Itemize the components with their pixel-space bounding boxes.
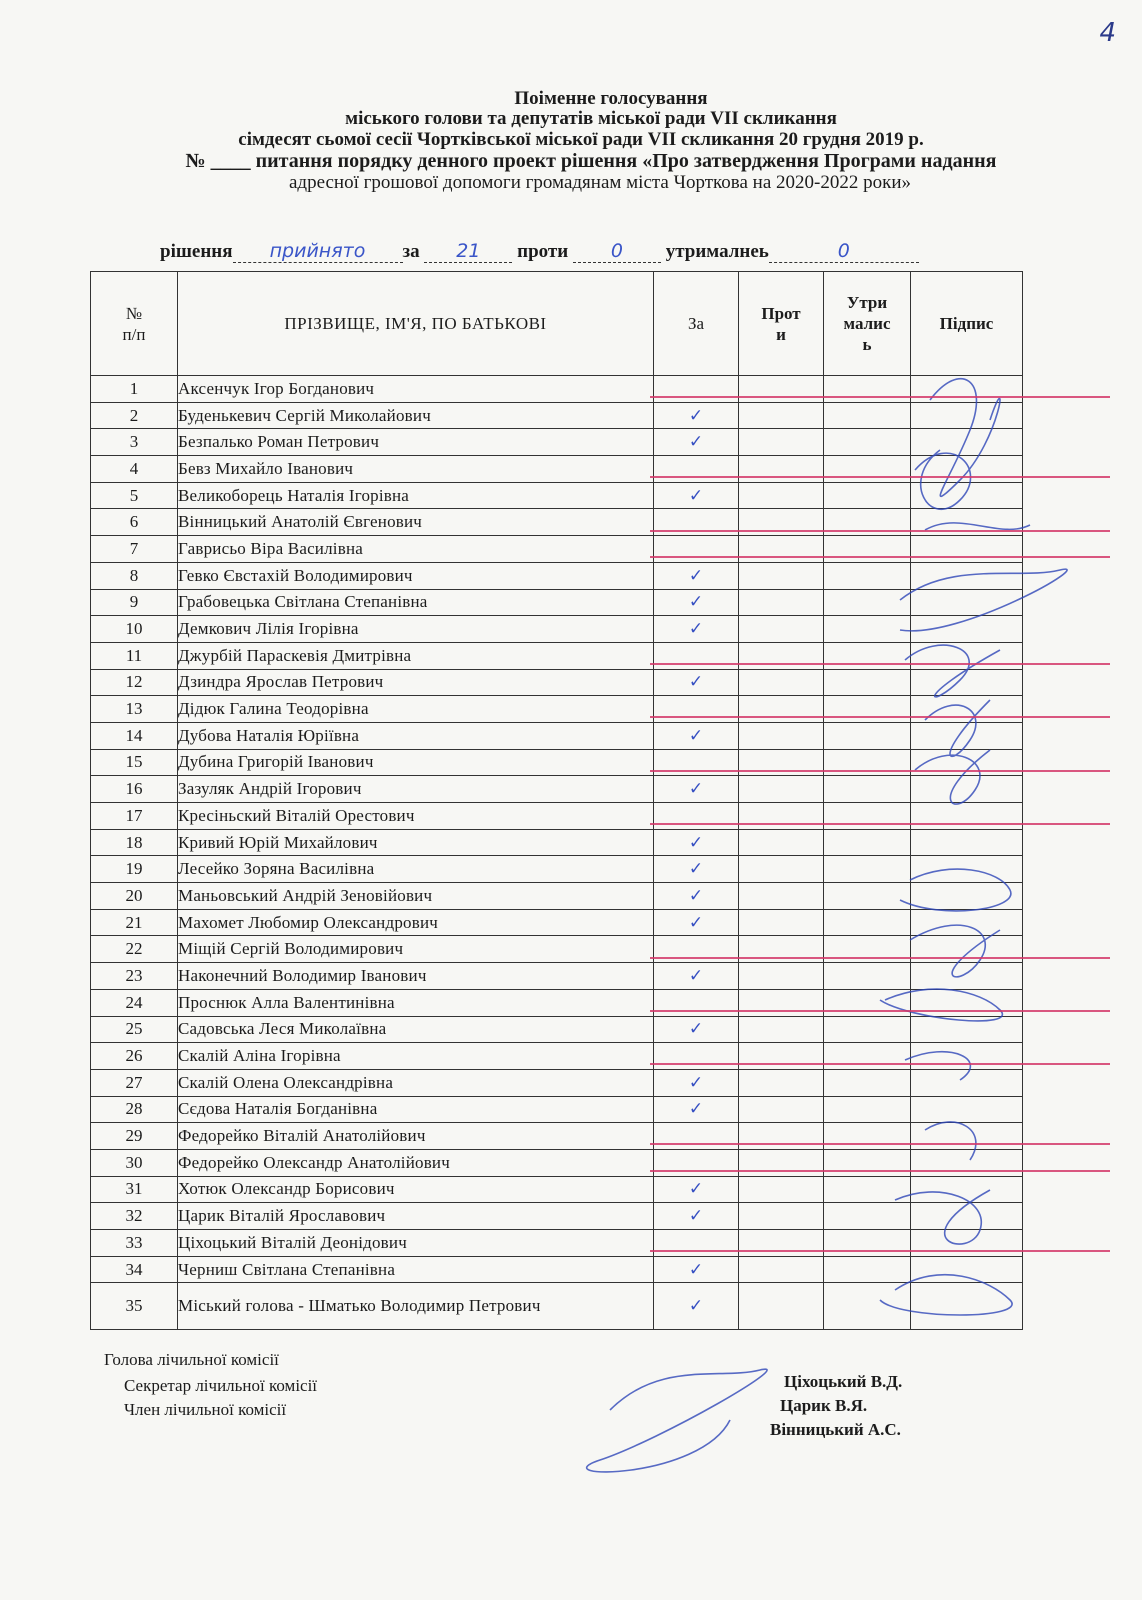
- row-number: 21: [91, 909, 178, 936]
- col-header-num: № п/п: [91, 272, 178, 376]
- vote-against: [739, 1069, 824, 1096]
- row-number: 33: [91, 1230, 178, 1257]
- row-number: 14: [91, 722, 178, 749]
- row-number: 23: [91, 963, 178, 990]
- table-row: [91, 1203, 1023, 1230]
- table-row: [91, 722, 1023, 749]
- header-line-3: сімдесят сьомої сесії Чортківської міської ради VII скликання 20 грудня 2019 р.: [238, 129, 924, 150]
- vote-abstain: [824, 482, 911, 509]
- vote-abstain: [824, 1283, 911, 1330]
- vote-abstain: [824, 1176, 911, 1203]
- strike-line: [650, 716, 1110, 718]
- table-row: [91, 429, 1023, 456]
- row-number: 19: [91, 856, 178, 883]
- chair-label: Голова лічильної комісії: [104, 1350, 279, 1369]
- member-name: Черниш Світлана Степанівна: [178, 1256, 654, 1283]
- vote-for: ✓: [654, 1283, 739, 1330]
- table-row: [91, 562, 1023, 589]
- row-number: 15: [91, 749, 178, 776]
- abstain-label: утрималнеь: [665, 241, 769, 262]
- member-name: Кресіньский Віталій Орестович: [178, 803, 654, 830]
- row-number: 24: [91, 989, 178, 1016]
- vote-against: [739, 829, 824, 856]
- decision-value: прийнято: [233, 240, 403, 263]
- abstain-count: 0: [769, 240, 919, 263]
- row-number: 32: [91, 1203, 178, 1230]
- strike-line: [650, 1010, 1110, 1012]
- signature-cell: [911, 722, 1023, 749]
- strike-line: [650, 1170, 1110, 1172]
- vote-against: [739, 776, 824, 803]
- signature-cell: [911, 776, 1023, 803]
- member-name: Джурбій Параскевія Дмитрівна: [178, 642, 654, 669]
- vote-for: ✓: [654, 776, 739, 803]
- table-row: [91, 482, 1023, 509]
- signature-cell: [911, 883, 1023, 910]
- member-name: Дідюк Галина Теодорівна: [178, 696, 654, 723]
- row-number: 6: [91, 509, 178, 536]
- vote-abstain: [824, 562, 911, 589]
- vote-abstain: [824, 909, 911, 936]
- row-number: 7: [91, 536, 178, 563]
- row-number: 22: [91, 936, 178, 963]
- row-number: 3: [91, 429, 178, 456]
- row-number: 25: [91, 1016, 178, 1043]
- table-row: [91, 402, 1023, 429]
- vote-abstain: [824, 829, 911, 856]
- strike-line: [650, 1250, 1110, 1252]
- vote-for: ✓: [654, 856, 739, 883]
- strike-line: [650, 530, 1110, 532]
- vote-abstain: [824, 1203, 911, 1230]
- signature-cell: [911, 589, 1023, 616]
- vote-against: [739, 963, 824, 990]
- vote-abstain: [824, 883, 911, 910]
- row-number: 11: [91, 642, 178, 669]
- signature-cell: [911, 856, 1023, 883]
- member-label: Член лічильної комісії: [124, 1400, 287, 1419]
- table-row: [91, 1069, 1023, 1096]
- vote-against: [739, 429, 824, 456]
- signature-cell: [911, 402, 1023, 429]
- strike-line: [650, 823, 1110, 825]
- row-number: 17: [91, 803, 178, 830]
- vote-against: [739, 1256, 824, 1283]
- member-name: Царик Віталій Ярославович: [178, 1203, 654, 1230]
- member-name: Безпалько Роман Петрович: [178, 429, 654, 456]
- vote-abstain: [824, 429, 911, 456]
- member-name: Гаврисьо Віра Василівна: [178, 536, 654, 563]
- member-name: Гевко Євстахій Володимирович: [178, 562, 654, 589]
- row-number: 20: [91, 883, 178, 910]
- row-number: 2: [91, 402, 178, 429]
- vote-for: ✓: [654, 1069, 739, 1096]
- vote-abstain: [824, 1096, 911, 1123]
- page-number: 4: [1099, 18, 1116, 48]
- strike-line: [650, 556, 1110, 558]
- col-header-name: ПРІЗВИЩЕ, ІМ'Я, ПО БАТЬКОВІ: [178, 272, 654, 376]
- table-row: [91, 1283, 1023, 1330]
- table-row: [91, 1256, 1023, 1283]
- signature-cell: [911, 429, 1023, 456]
- table-row: [91, 856, 1023, 883]
- col-header-against: Прот и: [739, 272, 824, 376]
- vote-abstain: [824, 776, 911, 803]
- member-name: Демкович Лілія Ігорівна: [178, 616, 654, 643]
- vote-for: ✓: [654, 589, 739, 616]
- vote-for: ✓: [654, 616, 739, 643]
- table-row: [91, 963, 1023, 990]
- header-line-5: адресної грошової допомоги громадянам міста Чорткова на 2020-2022 роки»: [288, 172, 912, 193]
- vote-for: ✓: [654, 829, 739, 856]
- vote-for: ✓: [654, 1203, 739, 1230]
- vote-abstain: [824, 1016, 911, 1043]
- vote-against: [739, 1016, 824, 1043]
- vote-abstain: [824, 963, 911, 990]
- vote-against: [739, 1203, 824, 1230]
- row-number: 10: [91, 616, 178, 643]
- vote-for: ✓: [654, 1176, 739, 1203]
- signature-cell: [911, 1016, 1023, 1043]
- col-header-for: За: [654, 272, 739, 376]
- member-name: Сєдова Наталія Богданівна: [178, 1096, 654, 1123]
- member-name: Зазуляк Андрій Ігорович: [178, 776, 654, 803]
- member-name: Маньовський Андрій Зеновійович: [178, 883, 654, 910]
- vote-abstain: [824, 1256, 911, 1283]
- member-name: Бевз Михайло Іванович: [178, 456, 654, 483]
- member-name: Лесейко Зоряна Василівна: [178, 856, 654, 883]
- table-row: [91, 776, 1023, 803]
- vote-against: [739, 482, 824, 509]
- table-row: [91, 589, 1023, 616]
- vote-for: ✓: [654, 562, 739, 589]
- vote-abstain: [824, 402, 911, 429]
- strike-line: [650, 957, 1110, 959]
- vote-against: [739, 722, 824, 749]
- decision-label: рішення: [160, 241, 233, 262]
- vote-for: ✓: [654, 963, 739, 990]
- strike-line: [650, 396, 1110, 398]
- member-name: Великоборець Наталія Ігорівна: [178, 482, 654, 509]
- row-number: 12: [91, 669, 178, 696]
- against-count: 0: [573, 240, 661, 263]
- row-number: 26: [91, 1043, 178, 1070]
- chair-name: Ціхоцький В.Д.: [784, 1372, 903, 1391]
- vote-abstain: [824, 856, 911, 883]
- member-name: Махомет Любомир Олександрович: [178, 909, 654, 936]
- member-name: Аксенчук Ігор Богданович: [178, 376, 654, 403]
- row-number: 35: [91, 1283, 178, 1330]
- vote-against: [739, 856, 824, 883]
- table-header-row: [91, 272, 1023, 376]
- signature-cell: [911, 1096, 1023, 1123]
- table-row: [91, 669, 1023, 696]
- row-number: 27: [91, 1069, 178, 1096]
- row-number: 18: [91, 829, 178, 856]
- row-number: 4: [91, 456, 178, 483]
- table-row: [91, 1176, 1023, 1203]
- vote-against: [739, 589, 824, 616]
- header-line-2: міського голови та депутатів міської ради VII скликання: [345, 108, 837, 129]
- member-name: Буденькевич Сергій Миколайович: [178, 402, 654, 429]
- vote-abstain: [824, 589, 911, 616]
- member-name: Грабовецька Світлана Степанівна: [178, 589, 654, 616]
- row-number: 29: [91, 1123, 178, 1150]
- vote-abstain: [824, 616, 911, 643]
- signature-mark: [587, 1369, 767, 1472]
- strike-line: [650, 1143, 1110, 1145]
- vote-for: ✓: [654, 669, 739, 696]
- vote-for: ✓: [654, 1256, 739, 1283]
- row-number: 13: [91, 696, 178, 723]
- signature-cell: [911, 829, 1023, 856]
- member-name: Федорейко Олександр Анатолійович: [178, 1149, 654, 1176]
- row-number: 1: [91, 376, 178, 403]
- row-number: 30: [91, 1149, 178, 1176]
- row-number: 34: [91, 1256, 178, 1283]
- member-name: Міщій Сергій Володимирович: [178, 936, 654, 963]
- vote-against: [739, 883, 824, 910]
- secretary-label: Секретар лічильної комісії: [124, 1376, 318, 1395]
- signature-cell: [911, 616, 1023, 643]
- against-label: проти: [517, 241, 569, 262]
- vote-against: [739, 909, 824, 936]
- decision-summary: [160, 240, 919, 263]
- strike-line: [650, 476, 1110, 478]
- table-row: [91, 616, 1023, 643]
- member-name: Скалій Аліна Ігорівна: [178, 1043, 654, 1070]
- document-title: Поіменне голосування: [514, 88, 708, 109]
- col-header-abstain: Утри малис ь: [824, 272, 911, 376]
- vote-for: ✓: [654, 1016, 739, 1043]
- vote-abstain: [824, 669, 911, 696]
- signature-cell: [911, 1176, 1023, 1203]
- table-row: [91, 1096, 1023, 1123]
- signature-cell: [911, 1283, 1023, 1330]
- signature-cell: [911, 909, 1023, 936]
- signature-cell: [911, 1256, 1023, 1283]
- vote-for: ✓: [654, 909, 739, 936]
- member-name: Дубова Наталія Юріївна: [178, 722, 654, 749]
- member-name: Проснюк Алла Валентинівна: [178, 989, 654, 1016]
- member-name: Наконечний Володимир Іванович: [178, 963, 654, 990]
- for-count: 21: [424, 240, 512, 263]
- signature-cell: [911, 963, 1023, 990]
- vote-against: [739, 562, 824, 589]
- member-name: Дубина Григорій Іванович: [178, 749, 654, 776]
- vote-against: [739, 402, 824, 429]
- vote-against: [739, 1176, 824, 1203]
- header-line-4: № ____ питання порядку денного проект рішення «Про затвердження Програми надання: [185, 150, 997, 172]
- signature-cell: [911, 669, 1023, 696]
- strike-line: [650, 1063, 1110, 1065]
- signature-cell: [911, 482, 1023, 509]
- vote-for: ✓: [654, 482, 739, 509]
- table-row: [91, 829, 1023, 856]
- member-name: Ціхоцький Віталій Деонідович: [178, 1230, 654, 1257]
- signature-cell: [911, 1203, 1023, 1230]
- col-header-sign: Підпис: [911, 272, 1023, 376]
- vote-for: ✓: [654, 402, 739, 429]
- vote-against: [739, 669, 824, 696]
- row-number: 31: [91, 1176, 178, 1203]
- strike-line: [650, 770, 1110, 772]
- vote-for: ✓: [654, 722, 739, 749]
- row-number: 5: [91, 482, 178, 509]
- signature-cell: [911, 562, 1023, 589]
- vote-for: ✓: [654, 429, 739, 456]
- vote-for: ✓: [654, 883, 739, 910]
- row-number: 28: [91, 1096, 178, 1123]
- member-name: Міський голова - Шматько Володимир Петрович: [178, 1283, 654, 1330]
- signature-cell: [911, 1069, 1023, 1096]
- vote-for: ✓: [654, 1096, 739, 1123]
- for-label: за: [402, 241, 420, 262]
- member-name: Дзиндра Ярослав Петрович: [178, 669, 654, 696]
- table-row: [91, 909, 1023, 936]
- member-name: Вінницький А.С.: [770, 1420, 901, 1439]
- vote-abstain: [824, 1069, 911, 1096]
- vote-against: [739, 1283, 824, 1330]
- member-name: Садовська Леся Миколаївна: [178, 1016, 654, 1043]
- member-name: Вінницький Анатолій Євгенович: [178, 509, 654, 536]
- table-row: [91, 883, 1023, 910]
- vote-against: [739, 616, 824, 643]
- row-number: 16: [91, 776, 178, 803]
- secretary-name: Царик В.Я.: [780, 1396, 868, 1415]
- vote-abstain: [824, 722, 911, 749]
- member-name: Федорейко Віталій Анатолійович: [178, 1123, 654, 1150]
- member-name: Кривий Юрій Михайлович: [178, 829, 654, 856]
- member-name: Хотюк Олександр Борисович: [178, 1176, 654, 1203]
- row-number: 8: [91, 562, 178, 589]
- member-name: Скалій Олена Олександрівна: [178, 1069, 654, 1096]
- row-number: 9: [91, 589, 178, 616]
- table-row: [91, 1016, 1023, 1043]
- vote-against: [739, 1096, 824, 1123]
- strike-line: [650, 663, 1110, 665]
